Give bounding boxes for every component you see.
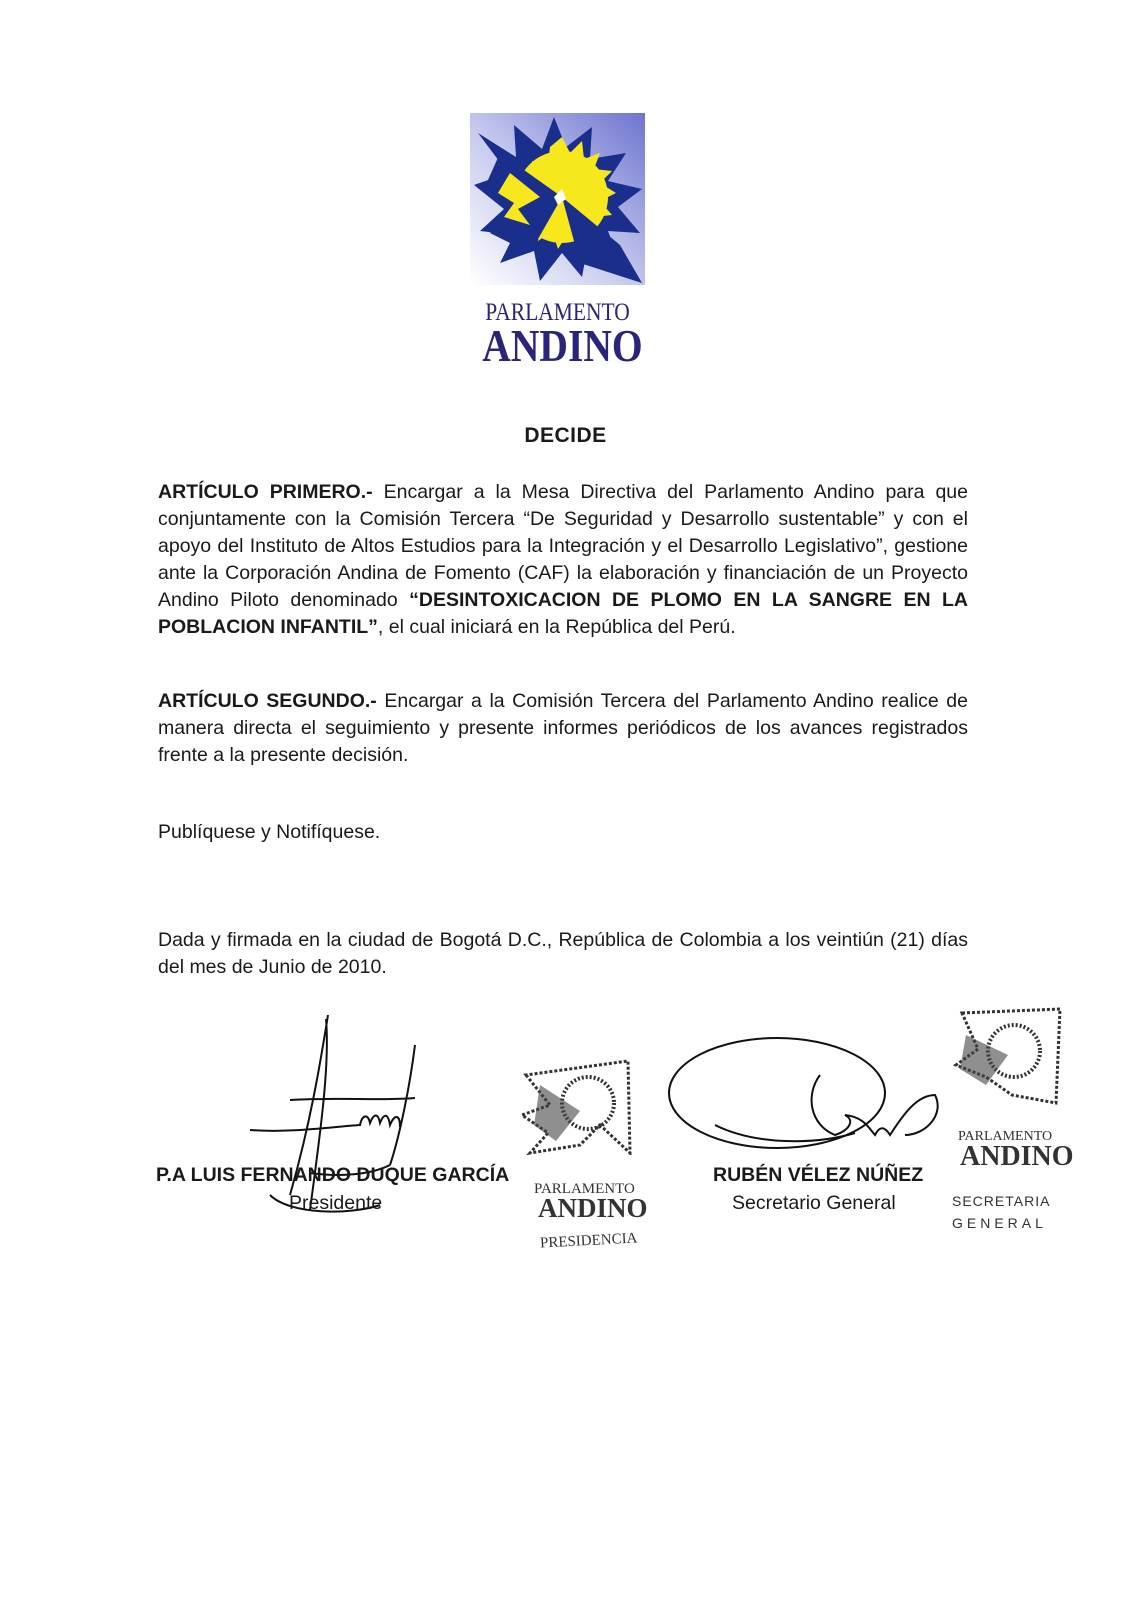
article-second-label: ARTÍCULO SEGUNDO.-: [158, 690, 377, 712]
president-signature: [250, 1005, 440, 1220]
logo-text-andino: ANDINO: [482, 320, 643, 371]
article-first-label: ARTÍCULO PRIMERO.-: [158, 481, 373, 503]
publication-clause: Publíquese y Notifíquese.: [158, 821, 381, 843]
stamp-presidency-line3: PRESIDENCIA: [539, 1230, 638, 1252]
article-second-text: Encargar a la Comisión Tercera del Parlamento Andino realice de manera directa el seguimiento y presente informes periódicos de los avances registrados frente a la presente decisión.: [158, 690, 968, 766]
stamp-secretariat-line3: SECRETARIA: [952, 1193, 1051, 1209]
sun-emblem-icon: [470, 113, 645, 285]
stamp-presidency-line1: PARLAMENTO: [534, 1181, 635, 1197]
stamp-secretariat-line4: GENERAL: [952, 1215, 1047, 1231]
secretariat-stamp: [952, 1005, 1077, 1245]
decision-heading: DECIDE: [524, 424, 607, 447]
given-clause: Dada y firmada en la ciudad de Bogotá D.C., República de Colombia a los veintiún (21) días del mes de Junio de 2010.: [158, 929, 968, 978]
stamp-secretariat-line1: PARLAMENTO: [958, 1129, 1053, 1144]
secretary-signature: [665, 1035, 945, 1165]
stamp-emblem-icon: [520, 1055, 638, 1155]
parlamento-andino-logo: [470, 113, 645, 371]
stamp-secretariat-line2: ANDINO: [960, 1141, 1074, 1172]
article-first-closing: , el cual iniciará en la República del Perú.: [377, 616, 736, 638]
stamp-presidency-line2: ANDINO: [538, 1193, 648, 1223]
article-second: [158, 688, 968, 769]
signatory-president-title: Presidente: [289, 1192, 383, 1214]
article-first-text: Encargar a la Mesa Directiva del Parlamento Andino para que conjuntamente con la Comisión Tercera “De Seguridad y Desarrollo sustentable” y con el apoyo del Instituto de Altos Estudios para la Integración y el Desarrollo Legislativo”, gestione ante la Corporación Andina de Fomento (CAF) la elaboración y financiación de un Proyecto Andino Piloto denominado: [158, 481, 968, 611]
project-name: “DESINTOXICACION DE PLOMO EN LA SANGRE EN LA POBLACION INFANTIL”: [158, 589, 968, 638]
signatory-secretary-name: RUBÉN VÉLEZ NÚÑEZ: [713, 1164, 924, 1186]
logo-text-parlamento: PARLAMENTO: [485, 299, 630, 326]
presidency-stamp: [520, 1055, 650, 1265]
stamp-emblem-icon-secretariat: [952, 1005, 1064, 1105]
article-first: [158, 479, 968, 641]
signatory-president-name: P.A LUIS FERNANDO DUQUE GARCÍA: [156, 1164, 510, 1186]
signatory-secretary-title: Secretario General: [732, 1192, 896, 1214]
